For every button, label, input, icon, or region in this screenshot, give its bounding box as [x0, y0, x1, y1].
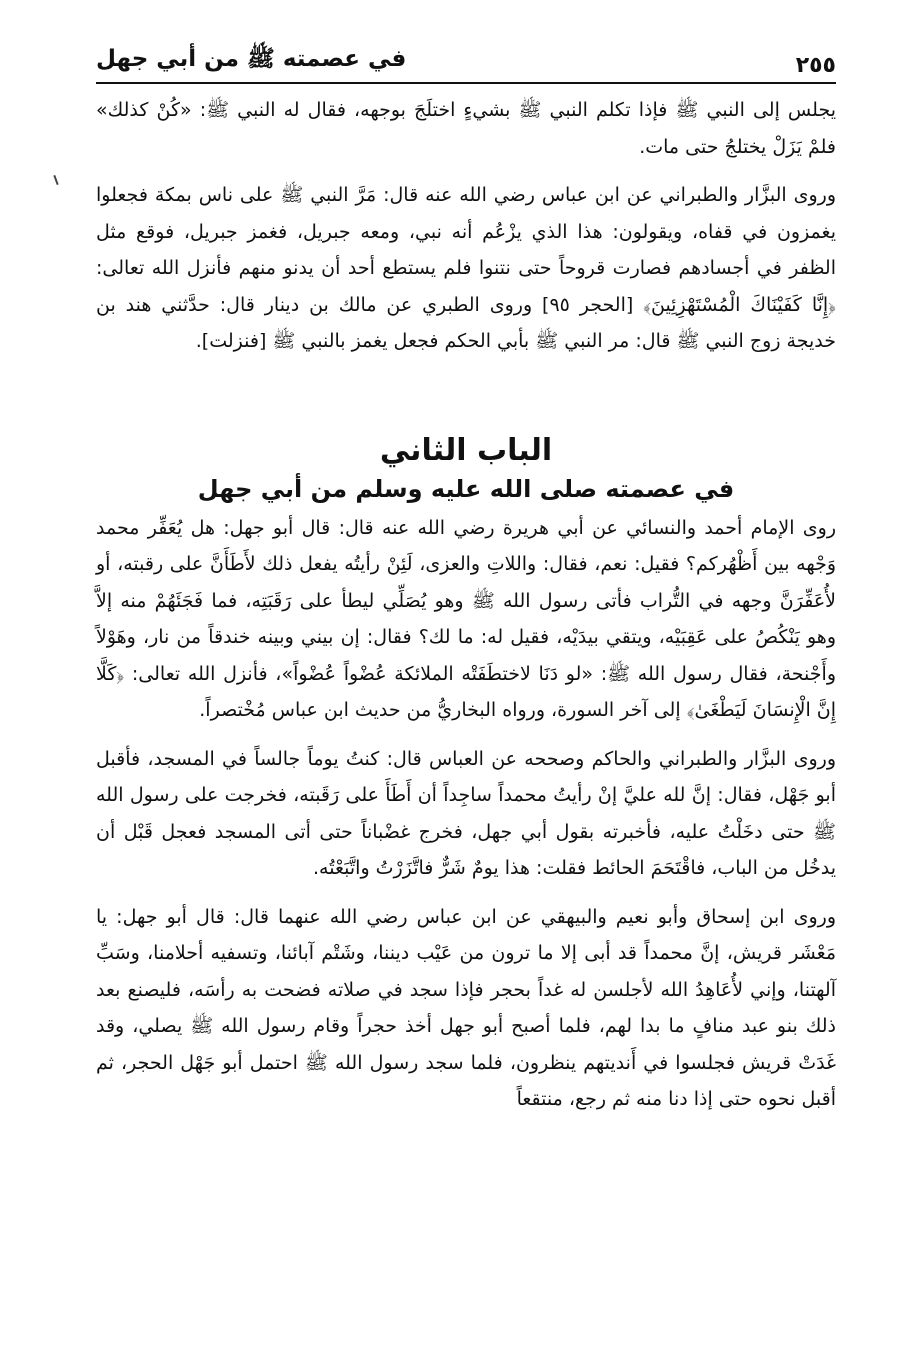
paragraph: روى الإمام أحمد والنسائي عن أبي هريرة رضي الله عنه قال: قال أبو جهل: هل يُعَفِّر محمد وَجْهه بين أَظْهُركم؟ فقيل: نعم، فقال: واللاتِ والعزى، لَئِنْ رأيتُه يفعل ذلك لأَطَأَنَّ على رقبته، أو لأُعَفِّرَنَّ وجهه في التُّراب فأتى رسول الله ﷺ وهو يُصَلِّي ليطأ على رَقَبَتِه، فما فَجَئَهُمْ منه إلاَّ وهو يَنْكُصُ على عَقِبَيْه، ويتقي بيدَيْه، فقيل له: ما لك؟ فقال: إن بيني وبينه خندقاً من نار، وهَوْلاً وأَجْنحة، فقال رسول الله ﷺ: «لو دَنَا لاختطَفَتْه الملائكة عُضْواً عُضْواً»، فأنزل الله تعالى: ﴿كَلَّا إِنَّ الْإِنسَانَ لَيَطْغَىٰ﴾ إلى آخر السورة، ورواه البخاريُّ من حديث ابن عباس مُخْتصراً. [96, 516, 836, 721]
chapter-title: في عصمته صلى الله عليه وسلم من أبي جهل [197, 474, 735, 503]
running-title: في عصمته ﷺ من أبي جهل [96, 46, 407, 72]
chapter-label: الباب الثاني [379, 432, 553, 468]
chapter-heading [96, 430, 836, 506]
scan-speck [53, 175, 58, 185]
page-header [96, 38, 836, 84]
paragraph: وروى ابن إسحاق وأبو نعيم والبيهقي عن ابن عباس رضي الله عنهما قال: قال أبو جهل: يا مَعْشَر قريش، إنَّ محمداً قد أبى إلا ما ترون من عَيْب ديننا، وشَتْم آبائنا، وتسفيه أحلامنا، وسَبِّ آلهتنا، وإني لأُعَاهِدُ الله لأجلسن له غداً بحجر فإذا سجد في صلاته فضحت به رأسَه، فليصنع بعد ذلك بنو عبد منافٍ ما بدا لهم، فلما أصبح أبو جهل أخذ حجراً وقام رسول الله ﷺ يصلي، وقد غَدَتْ قريش فجلسوا في أَنديتهم ينظرون، فلما سجد رسول الله ﷺ احتمل أبو جَهْل الحجر، ثم أقبل نحوه حتى إذا دنا منه ثم رجع، منتقعاً [96, 905, 836, 1110]
paragraph: يجلس إلى النبي ﷺ فإذا تكلم النبي ﷺ بشيءٍ اختلَجَ بوجهه، فقال له النبي ﷺ: «كُنْ كذلك» فلمْ يَزَلْ يختلجُ حتى مات. [96, 99, 836, 158]
page-body [96, 92, 836, 1118]
paragraph: وروى البزَّار والطبراني عن ابن عباس رضي الله عنه قال: مَرَّ النبي ﷺ على ناس بمكة فجعلوا يغمزون في قفاه، ويقولون: هذا الذي يزْعُم أنه نبي، ومعه جبريل، فغمز جبريل، فوقع مثل الظفر في أجسادهم فصارت قروحاً حتى نتنوا فلم يستطع أحد أن يدنو منهم فأنزل الله تعالى: ﴿إِنَّا كَفَيْنَاكَ الْمُسْتَهْزِئِينَ﴾ [الحجر ٩٥] وروى الطبري عن مالك بن دينار قال: حدَّثني هند بن خديجة زوج النبي ﷺ قال: مر النبي ﷺ بأبي الحكم فجعل يغمز بالنبي ﷺ [فنزلت]. [96, 184, 836, 352]
page-number: ٢٥٥ [795, 53, 836, 78]
paragraph: وروى البزَّار والطبراني والحاكم وصححه عن العباس قال: كنتُ يوماً جالساً في المسجد، فأقبل أبو جَهْل، فقال: إنَّ لله عليَّ إنْ رأيتُ محمداً ساجِداً أن أَطَأَ على رَقَبته، فخرجت على رسول الله ﷺ حتى دخَلْتُ عليه، فأخبرته بقول أبي جهل، فخرج غضْباناً حتى أتى المسجد فعجل قَبْل أن يدخُل من الباب، فاقْتَحَمَ الحائط فقلت: هذا يومٌ شَرٌّ فاتَّزَرْتُ واتَّبَعْتُه. [96, 747, 836, 879]
